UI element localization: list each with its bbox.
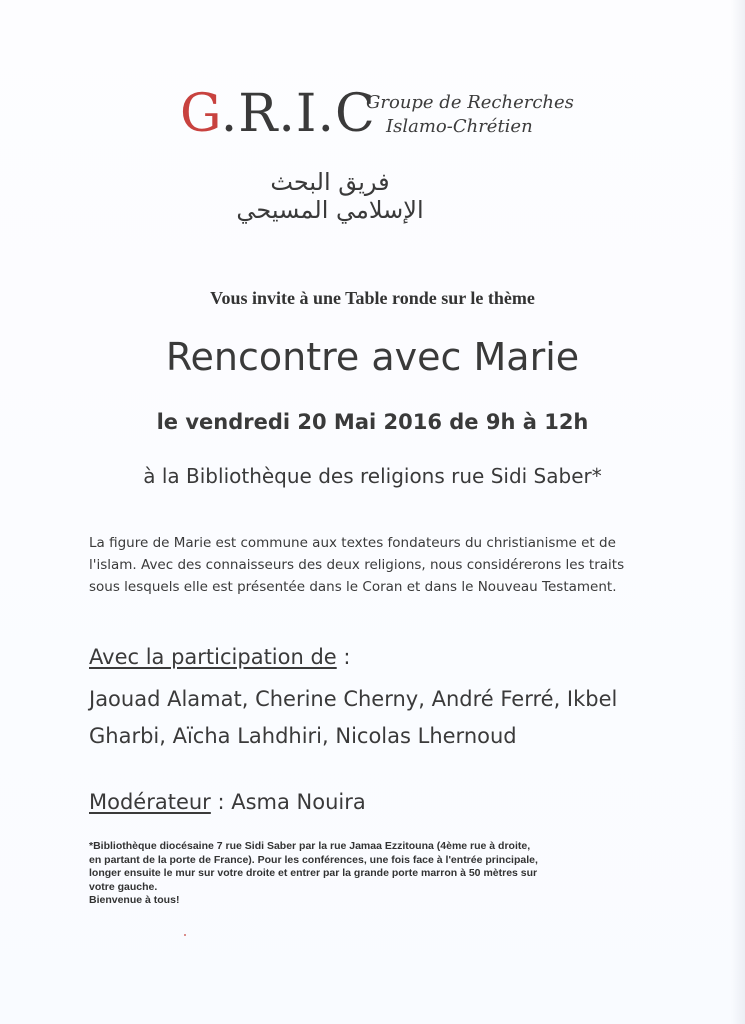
footnote	[89, 840, 649, 908]
event-description	[89, 532, 649, 598]
participant-line: Gharbi, Aïcha Lahdhiri, Nicolas Lhernoud	[89, 724, 517, 748]
moderator-name: : Asma Nouira	[210, 790, 366, 814]
event-location: à la Bibliothèque des religions rue Sidi Saber*	[143, 464, 602, 488]
scan-edge-shadow	[731, 0, 745, 1024]
event-date: le vendredi 20 Mai 2016 de 9h à 12h	[156, 410, 589, 434]
description-line: l'islam. Avec des connaisseurs des deux religions, nous considérerons les traits	[89, 557, 625, 573]
logo-mark	[180, 84, 376, 144]
participant-line: Jaouad Alamat, Cherine Cherny, André Ferré, Ikbel	[89, 687, 618, 711]
footnote-line: votre gauche.	[89, 880, 158, 893]
participant-list	[89, 681, 689, 755]
description-line: La figure de Marie est commune aux textes fondateurs du christianisme et de	[89, 535, 616, 551]
invite-line: Vous invite à une Table ronde sur le thème	[210, 288, 535, 308]
participation-label: Avec la participation de	[89, 645, 337, 669]
description-line: sous lesquels elle est présentée dans le Coran et dans le Nouveau Testament.	[89, 579, 617, 595]
participation-heading	[89, 645, 350, 669]
moderator-label: Modérateur	[89, 790, 211, 814]
moderator-line	[89, 790, 366, 814]
footnote-line: longer ensuite le mur sur votre droite et entrer par la grande porte marron à 50 mètres sur	[89, 867, 538, 879]
logo-mark-g: G	[180, 84, 221, 144]
footnote-line: Bienvenue à tous!	[89, 894, 180, 906]
scan-speck	[184, 934, 186, 936]
arabic-logo-text	[230, 168, 430, 224]
logo-mark-ric: .R.I.C	[220, 84, 376, 144]
logo-line-2: Islamo-Chrétien	[386, 116, 533, 137]
footnote-line: *Bibliothèque diocésaine 7 rue Sidi Saber par la rue Jamaa Ezzitouna (4ème rue à droite,	[89, 840, 531, 852]
arabic-line-2: الإسلامي المسيحي	[236, 196, 424, 224]
event-title: Rencontre avec Marie	[165, 335, 580, 379]
footnote-line: en partant de la porte de France). Pour les conférences, une fois face à l'entrée principale,	[89, 853, 538, 866]
gric-logo	[180, 84, 600, 148]
logo-line-1: Groupe de Recherches	[366, 92, 574, 113]
participation-colon: :	[336, 645, 351, 669]
arabic-line-1: فريق البحث	[270, 168, 390, 196]
